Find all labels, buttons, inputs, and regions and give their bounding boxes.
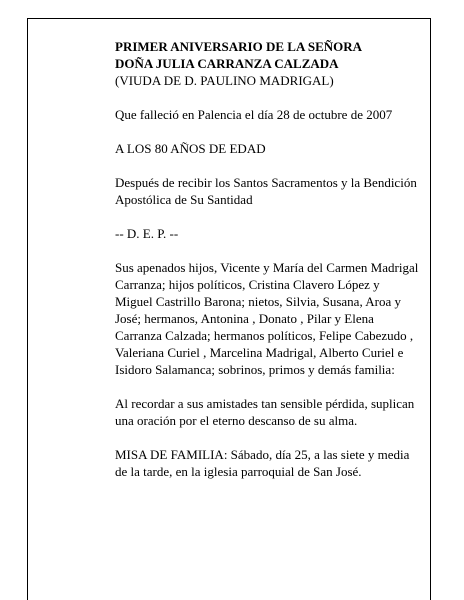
death-info: Que falleció en Palencia el día 28 de octubre de 2007	[115, 107, 393, 122]
notice-title-line-1: PRIMER ANIVERSARIO DE LA SEÑORA	[115, 39, 363, 54]
frame-right-border	[430, 18, 431, 600]
notice-subtitle: (VIUDA DE D. PAULINO MADRIGAL)	[115, 73, 334, 88]
mass-paragraph: MISA DE FAMILIA: Sábado, día 25, a las siete y media de la tarde, en la iglesia parroquial de San José.	[115, 447, 410, 479]
notice-title-line-2: DOÑA JULIA CARRANZA CALZADA	[115, 56, 339, 71]
family-paragraph: Sus apenados hijos, Vicente y María del Carmen Madrigal Carranza; hijos políticos, Cristina Clavero López y Miguel Castrillo Barona; nietos, Silvia, Susana, Aroa y José; hermanos, Antonina , Donato , Pilar y Elena Carranza Calzada; hermanos políticos, Felipe Cabezudo , Valeriana Curiel , Marcelina Madrigal, Alberto Curiel e Isidoro Salamanca; sobrinos, primos y demás familia:	[115, 260, 419, 377]
age-line: A LOS 80 AÑOS DE EDAD	[115, 141, 266, 156]
request-paragraph: Al recordar a sus amistades tan sensible pérdida, suplican una oración por el eterno descanso de su alma.	[115, 396, 415, 428]
dep-line: -- D. E. P. --	[115, 226, 179, 241]
frame-top-border	[27, 18, 431, 19]
obituary-notice	[115, 38, 420, 497]
frame-left-border	[27, 18, 28, 600]
sacraments-paragraph: Después de recibir los Santos Sacramentos y la Bendición Apostólica de Su Santidad	[115, 175, 417, 207]
